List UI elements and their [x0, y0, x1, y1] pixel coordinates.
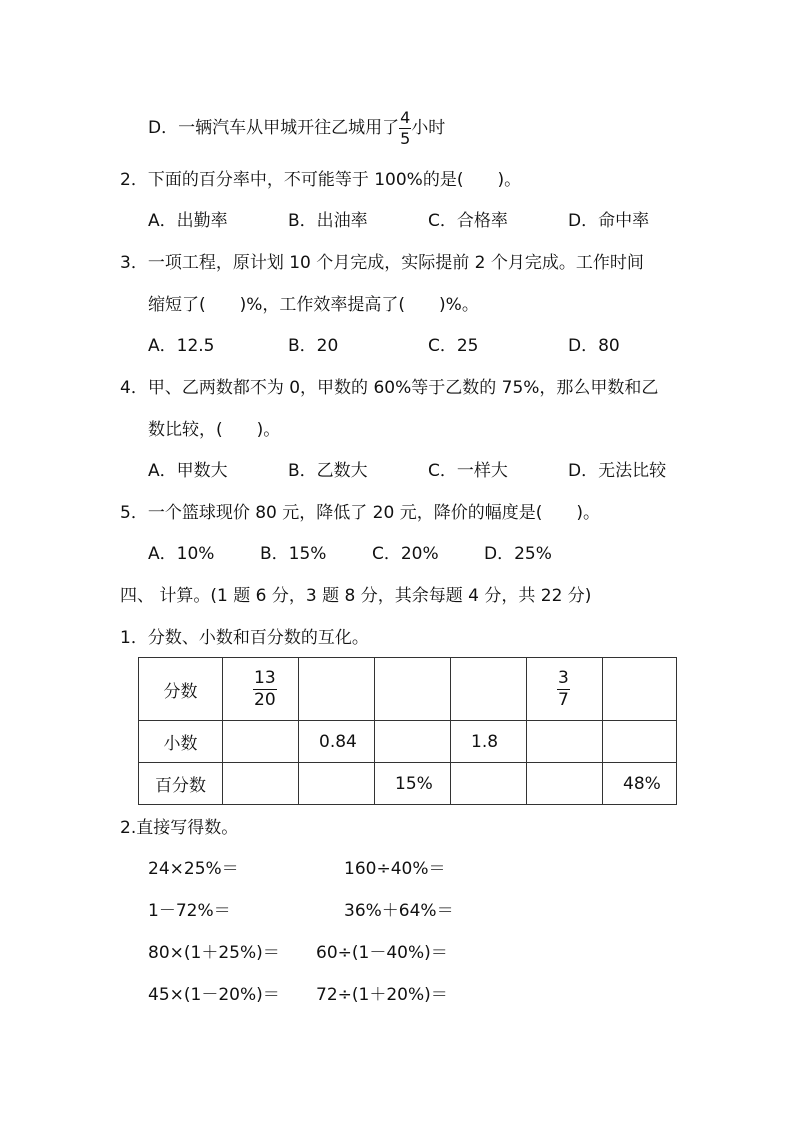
q5-option-c[interactable]: C．20%: [372, 544, 439, 564]
cell-fraction-4[interactable]: [451, 658, 527, 721]
q2-option-b[interactable]: B．出油率: [288, 211, 368, 231]
q2-option-d[interactable]: D．命中率: [568, 211, 650, 231]
q4-stem-line1: 4．甲、乙两数都不为 0，甲数的 60%等于乙数的 75%，那么甲数和乙: [120, 378, 659, 398]
q3-option-a[interactable]: A．12.5: [148, 336, 215, 356]
q1-option-d-text: D．一辆汽车从甲城开往乙城用了: [148, 118, 400, 138]
table-row-percent: [139, 763, 677, 805]
table-row-decimal: [139, 721, 677, 763]
cell-decimal-5[interactable]: [527, 721, 603, 763]
q4-option-c[interactable]: C．一样大: [428, 461, 508, 481]
cell-decimal-3[interactable]: [375, 721, 451, 763]
q1-fraction-num: 4: [400, 107, 411, 127]
cell-percent-4[interactable]: [451, 763, 527, 805]
cell-percent-1[interactable]: [223, 763, 299, 805]
fraction-num: 13: [254, 667, 276, 688]
conversion-table: [138, 657, 677, 805]
q5-option-b[interactable]: B．15%: [260, 544, 327, 564]
q1-fraction: [399, 107, 411, 148]
calc-item-2: 160÷40%＝: [344, 859, 446, 879]
cell-percent-6: 48%: [603, 763, 677, 805]
calc-item-8: 72÷(1＋20%)＝: [316, 985, 448, 1005]
fraction-3-7: [557, 667, 570, 710]
q5-stem: 5．一个篮球现价 80 元，降低了 20 元，降价的幅度是( )。: [120, 503, 600, 523]
cell-fraction-5: [527, 658, 603, 721]
fraction-den: 7: [558, 689, 569, 710]
cell-fraction-1: [223, 658, 299, 721]
q5-option-d[interactable]: D．25%: [484, 544, 552, 564]
p1-title: 1．分数、小数和百分数的互化。: [120, 628, 369, 648]
calc-item-1: 24×25%＝: [148, 859, 239, 879]
cell-decimal-1[interactable]: [223, 721, 299, 763]
q2-stem: 2．下面的百分率中，不可能等于 100%的是( )。: [120, 170, 522, 190]
q4-option-a[interactable]: A．甲数大: [148, 461, 228, 481]
calc-item-5: 80×(1＋25%)＝: [148, 943, 280, 963]
calc-item-4: 36%＋64%＝: [344, 901, 454, 921]
cell-percent-2[interactable]: [299, 763, 375, 805]
q3-option-b[interactable]: B．20: [288, 336, 339, 356]
p2-title: 2.直接写得数。: [120, 818, 239, 838]
fraction-den: 20: [254, 689, 276, 710]
q5-option-a[interactable]: A．10%: [148, 544, 215, 564]
q1-fraction-den: 5: [400, 128, 411, 148]
row-header-percent: 百分数: [139, 763, 223, 805]
q3-option-c[interactable]: C．25: [428, 336, 479, 356]
row-header-fraction: 分数: [139, 658, 223, 721]
q4-options: [148, 460, 708, 482]
q4-option-d[interactable]: D．无法比较: [568, 461, 667, 481]
q2-option-c[interactable]: C．合格率: [428, 211, 508, 231]
cell-fraction-6[interactable]: [603, 658, 677, 721]
q2-options: [148, 210, 708, 232]
q3-stem-line1: 3．一项工程，原计划 10 个月完成，实际提前 2 个月完成。工作时间: [120, 253, 644, 273]
calc-item-3: 1－72%＝: [148, 901, 231, 921]
q3-stem-line2: 缩短了( )%，工作效率提高了( )%。: [148, 295, 479, 315]
cell-fraction-3[interactable]: [375, 658, 451, 721]
q3-options: [148, 335, 708, 357]
row-header-decimal: 小数: [139, 721, 223, 763]
cell-decimal-2: 0.84: [299, 721, 375, 763]
calc-item-6: 60÷(1－40%)＝: [316, 943, 448, 963]
q2-option-a[interactable]: A．出勤率: [148, 211, 228, 231]
table-row-fraction: [139, 658, 677, 721]
q4-stem-line2: 数比较，( )。: [148, 420, 281, 440]
fraction-num: 3: [558, 667, 569, 688]
section-4-heading: 四、 计算。(1 题 6 分，3 题 8 分，其余每题 4 分，共 22 分): [120, 586, 592, 606]
cell-percent-5[interactable]: [527, 763, 603, 805]
q1-option-d: [148, 106, 445, 150]
cell-decimal-4: 1.8: [451, 721, 527, 763]
q3-option-d[interactable]: D．80: [568, 336, 620, 356]
cell-fraction-2[interactable]: [299, 658, 375, 721]
cell-percent-3: 15%: [375, 763, 451, 805]
q5-options: [148, 543, 608, 565]
cell-decimal-6[interactable]: [603, 721, 677, 763]
q4-option-b[interactable]: B．乙数大: [288, 461, 368, 481]
q1-option-d-suffix: 小时: [411, 118, 446, 138]
calc-item-7: 45×(1－20%)＝: [148, 985, 280, 1005]
fraction-13-20: [253, 667, 277, 710]
